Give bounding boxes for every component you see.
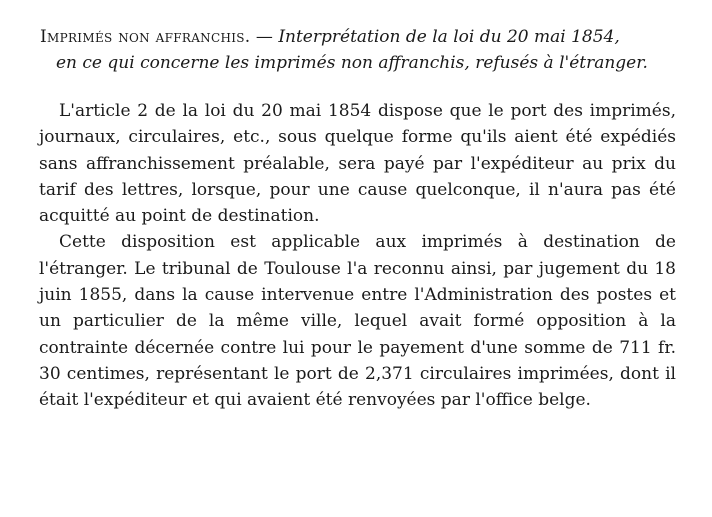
heading-title-line2: en ce qui concerne les imprimés non affranchis, refusés à l'étranger. [56, 53, 648, 73]
paragraph-2: Cette disposition est applicable aux imprimés à destination de l'étranger. Le tribunal de Toulouse l'a reconnu ainsi, par jugement du 18 juin 1855, dans la cause intervenue entre l'Administration des postes et un particulier de la même ville, lequel avait formé opposition à la contrainte décernée contre lui pour le payement d'une somme de 711 fr. 30 centimes, représentant le port de 2,371 circulaires imprimées, dont il était l'expéditeur et qui avaient été renvoyées par l'office belge. [39, 232, 676, 411]
section-heading [40, 24, 680, 76]
heading-title-line1: Interprétation de la loi du 20 mai 1854, [278, 27, 620, 47]
body-text [39, 98, 676, 414]
paragraph-1: L'article 2 de la loi du 20 mai 1854 dispose que le port des imprimés, journaux, circulaires, etc., sous quelque forme qu'ils aient été expédiés sans affranchissement préalable, sera payé par l'expéditeur au prix du tarif des lettres, lorsque, pour une cause quelconque, il n'aura pas été acquitté au point de destination. [39, 101, 676, 227]
heading-lead: Imprimés non affranchis. [40, 27, 251, 47]
heading-dash: — [250, 27, 279, 47]
